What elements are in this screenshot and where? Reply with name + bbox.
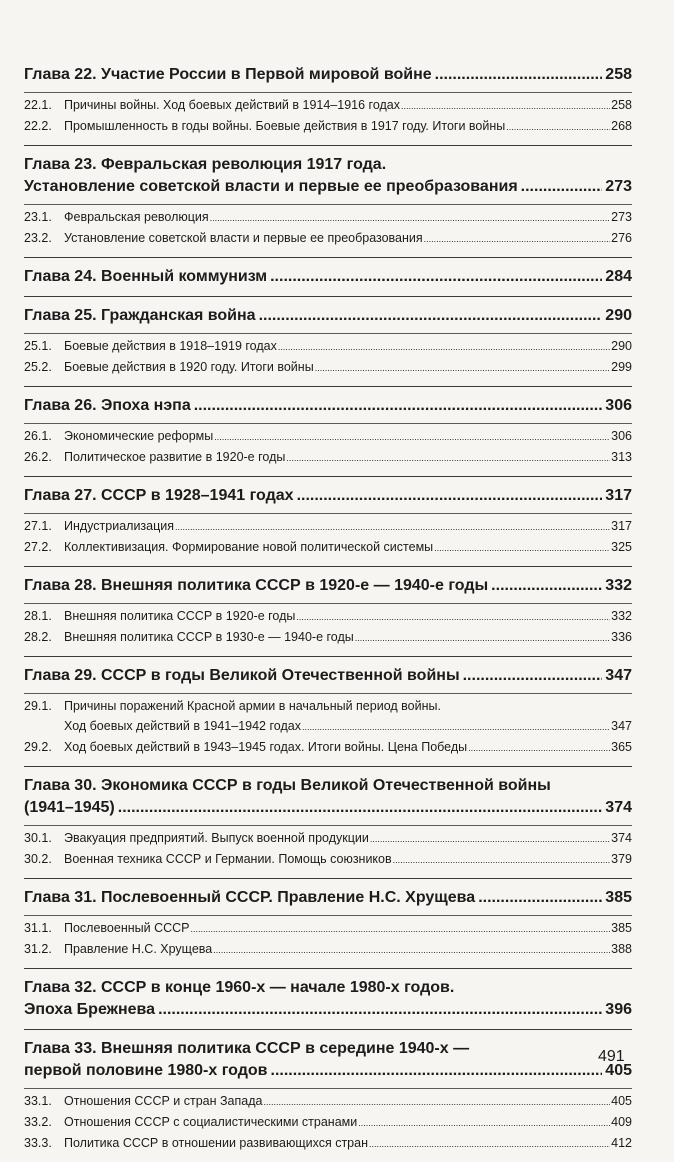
toc-chapter-24 [24, 257, 632, 296]
chapter-page: 385 [605, 889, 632, 906]
dot-leader [393, 850, 611, 870]
toc-section [24, 537, 632, 558]
section-page: 409 [611, 1115, 632, 1129]
section-title: Индустриализация [64, 519, 175, 533]
section-title: Послевоенный СССР [64, 921, 190, 935]
dot-leader [263, 1092, 610, 1112]
section-title: Внешняя политика СССР в 1920-е годы [64, 609, 296, 623]
toc-chapter-29 [24, 656, 632, 766]
dot-leader [424, 229, 610, 249]
dot-leader [468, 738, 610, 758]
section-number: 22.2. [24, 119, 52, 133]
toc-section [24, 1133, 632, 1154]
toc-section [24, 447, 632, 468]
chapter-page: 317 [605, 487, 632, 504]
chapter-heading [24, 305, 632, 327]
section-list [24, 1088, 632, 1154]
chapter-title: Установление советской власти и первые ее преобразования [24, 178, 518, 195]
dot-leader [271, 1060, 603, 1082]
page-number: 491 [598, 1048, 625, 1065]
chapter-heading [24, 176, 632, 198]
dot-leader [355, 628, 610, 648]
chapter-title: Глава 28. Внешняя политика СССР в 1920-е — 1940-е годы [24, 577, 489, 594]
toc-section [24, 228, 632, 249]
toc-section [24, 849, 632, 870]
dot-leader [278, 337, 610, 357]
chapter-title-line1: Глава 30. Экономика СССР в годы Великой Отечественной войны [24, 777, 551, 794]
toc-section [24, 918, 632, 939]
section-title: Политическое развитие в 1920-е годы [64, 450, 286, 464]
section-number: 27.2. [24, 540, 52, 554]
chapter-title: Глава 25. Гражданская война [24, 307, 256, 324]
toc-section [24, 606, 632, 627]
section-number: 30.2. [24, 852, 52, 866]
dot-leader [463, 665, 603, 687]
dot-leader [370, 829, 610, 849]
section-page: 412 [611, 1136, 632, 1150]
chapter-title: Глава 29. СССР в годы Великой Отечественной войны [24, 667, 460, 684]
toc-section [24, 336, 632, 357]
chapter-title-line1: Глава 32. СССР в конце 1960-х — начале 1980-х годов. [24, 979, 455, 996]
section-title: Экономические реформы [64, 429, 214, 443]
section-number: 27.1. [24, 519, 52, 533]
section-number: 25.2. [24, 360, 52, 374]
section-list [24, 603, 632, 648]
section-number: 31.1. [24, 921, 52, 935]
chapter-title-line1: Глава 33. Внешняя политика СССР в середине 1940-х — [24, 1040, 470, 1057]
chapter-heading [24, 1060, 632, 1082]
section-title: Ход боевых действий в 1941–1942 годах [64, 719, 301, 733]
dot-leader [191, 919, 611, 939]
dot-leader [434, 538, 610, 558]
section-title: Военная техника СССР и Германии. Помощь союзников [64, 852, 392, 866]
section-list [24, 333, 632, 378]
toc-section [24, 828, 632, 849]
section-title: Отношения СССР и стран Запада [64, 1094, 263, 1108]
toc-chapter-26 [24, 386, 632, 476]
dot-leader [358, 1113, 610, 1133]
section-title: Коллективизация. Формирование новой политической системы [64, 540, 434, 554]
dot-leader [435, 64, 603, 86]
section-page: 336 [611, 630, 632, 644]
section-list [24, 204, 632, 249]
section-title: Эвакуация предприятий. Выпуск военной продукции [64, 831, 369, 845]
section-page: 385 [611, 921, 632, 935]
section-page: 306 [611, 429, 632, 443]
section-list [24, 825, 632, 870]
section-page: 290 [611, 339, 632, 353]
dot-leader [286, 448, 610, 468]
section-title: Внешняя политика СССР в 1930-е — 1940-е годы [64, 630, 354, 644]
chapter-title-line1: Глава 23. Февральская революция 1917 года. [24, 156, 387, 173]
chapter-page: 306 [605, 397, 632, 414]
section-number: 29.1. [24, 699, 52, 713]
dot-leader [521, 176, 603, 198]
chapter-page: 273 [605, 178, 632, 195]
chapter-title: Глава 24. Военный коммунизм [24, 268, 268, 285]
toc-section [24, 737, 632, 758]
dot-leader [270, 266, 602, 288]
dot-leader [175, 517, 610, 537]
dot-leader [506, 117, 610, 137]
section-number: 22.1. [24, 98, 52, 112]
section-page: 405 [611, 1094, 632, 1108]
section-number: 25.1. [24, 339, 52, 353]
section-number: 33.1. [24, 1094, 52, 1108]
section-page: 317 [611, 519, 632, 533]
toc-chapter-33 [24, 1029, 632, 1162]
section-number: 23.1. [24, 210, 52, 224]
dot-leader [315, 358, 610, 378]
section-page: 388 [611, 942, 632, 956]
section-list [24, 915, 632, 960]
section-page: 379 [611, 852, 632, 866]
dot-leader [194, 395, 603, 417]
section-page: 347 [611, 719, 632, 733]
section-title: Ход боевых действий в 1943–1945 годах. Итоги войны. Цена Победы [64, 740, 468, 754]
section-number: 30.1. [24, 831, 52, 845]
toc-section-cont [24, 716, 632, 737]
chapter-heading [24, 395, 632, 417]
toc-section [24, 116, 632, 137]
section-page: 268 [611, 119, 632, 133]
chapter-heading [24, 797, 632, 819]
toc-chapter-23 [24, 145, 632, 257]
dot-leader [478, 887, 602, 909]
toc-section [24, 627, 632, 648]
section-title: Правление Н.С. Хрущева [64, 942, 213, 956]
section-number: 26.2. [24, 450, 52, 464]
section-number: 31.2. [24, 942, 52, 956]
toc-section [24, 426, 632, 447]
chapter-page: 258 [605, 66, 632, 83]
section-page: 365 [611, 740, 632, 754]
dot-leader [210, 208, 610, 228]
section-title: Промышленность в годы войны. Боевые действия в 1917 году. Итоги войны [64, 119, 506, 133]
section-title: Политика СССР в отношении развивающихся стран [64, 1136, 368, 1150]
chapter-page: 332 [605, 577, 632, 594]
dot-leader [259, 305, 603, 327]
section-page: 374 [611, 831, 632, 845]
section-number: 26.1. [24, 429, 52, 443]
section-number: 33.3. [24, 1136, 52, 1150]
chapter-title: первой половине 1980-х годов [24, 1062, 268, 1079]
toc-chapter-27 [24, 476, 632, 566]
toc-chapter-28 [24, 566, 632, 656]
section-number: 29.2. [24, 740, 52, 754]
dot-leader [491, 575, 602, 597]
dot-leader [158, 999, 602, 1021]
chapter-heading [24, 575, 632, 597]
section-page: 258 [611, 98, 632, 112]
toc-section [24, 207, 632, 228]
chapter-heading [24, 887, 632, 909]
section-number: 28.2. [24, 630, 52, 644]
chapter-heading [24, 485, 632, 507]
section-title: Боевые действия в 1920 году. Итоги войны [64, 360, 314, 374]
dot-leader [297, 485, 603, 507]
section-list [24, 693, 632, 758]
section-title: Февральская революция [64, 210, 209, 224]
section-page: 276 [611, 231, 632, 245]
chapter-page: 396 [605, 1001, 632, 1018]
chapter-page: 374 [605, 799, 632, 816]
chapter-heading [24, 64, 632, 86]
section-title: Боевые действия в 1918–1919 годах [64, 339, 277, 353]
section-page: 273 [611, 210, 632, 224]
toc-section [24, 95, 632, 116]
dot-leader [213, 940, 610, 960]
toc-section [24, 696, 632, 716]
dot-leader [214, 427, 610, 447]
toc-section [24, 357, 632, 378]
dot-leader [369, 1134, 610, 1154]
chapter-heading [24, 665, 632, 687]
dot-leader [302, 717, 610, 737]
toc-section [24, 516, 632, 537]
section-list [24, 423, 632, 468]
section-page: 313 [611, 450, 632, 464]
chapter-title: Глава 27. СССР в 1928–1941 годах [24, 487, 294, 504]
chapter-page: 405 [605, 1062, 632, 1079]
section-title: Отношения СССР с социалистическими странами [64, 1115, 358, 1129]
chapter-title: Эпоха Брежнева [24, 1001, 156, 1018]
chapter-heading [24, 266, 632, 288]
dot-leader [296, 607, 610, 627]
toc-section [24, 939, 632, 960]
toc-chapter-25 [24, 296, 632, 386]
section-number: 33.2. [24, 1115, 52, 1129]
toc-chapter-32 [24, 968, 632, 1029]
dot-leader [401, 96, 610, 116]
toc-chapter-31 [24, 878, 632, 968]
chapter-title: Глава 22. Участие России в Первой мировой войне [24, 66, 432, 83]
section-title: Причины войны. Ход боевых действий в 1914–1916 годах [64, 98, 400, 112]
toc-chapter-30 [24, 766, 632, 878]
chapter-page: 290 [605, 307, 632, 324]
chapter-page: 347 [605, 667, 632, 684]
chapter-title: Глава 26. Эпоха нэпа [24, 397, 191, 414]
dot-leader [118, 797, 603, 819]
chapter-page: 284 [605, 268, 632, 285]
chapter-heading [24, 999, 632, 1021]
toc-section [24, 1112, 632, 1133]
section-page: 325 [611, 540, 632, 554]
section-page: 299 [611, 360, 632, 374]
section-title-line1: Причины поражений Красной армии в начальный период войны. [64, 699, 441, 713]
section-list [24, 513, 632, 558]
section-page: 332 [611, 609, 632, 623]
chapter-title: (1941–1945) [24, 799, 115, 816]
chapter-title: Глава 31. Послевоенный СССР. Правление Н.С. Хрущева [24, 889, 476, 906]
section-list [24, 92, 632, 137]
table-of-contents [24, 56, 632, 1162]
section-number: 23.2. [24, 231, 52, 245]
section-title: Установление советской власти и первые ее преобразования [64, 231, 423, 245]
toc-chapter-22 [24, 56, 632, 145]
section-number: 28.1. [24, 609, 52, 623]
